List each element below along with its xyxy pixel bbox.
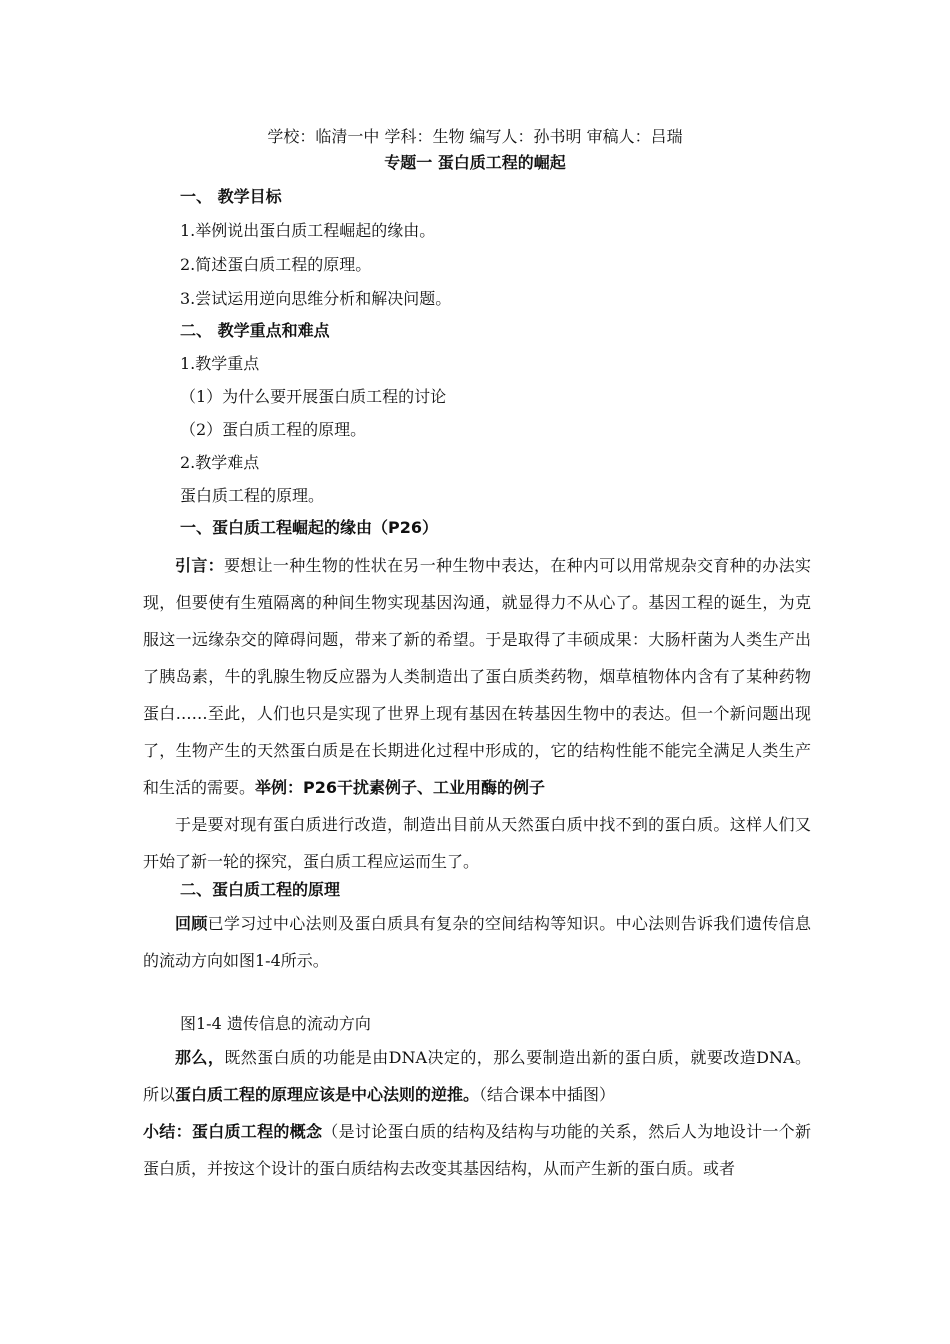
summary-text: （是讨论蛋白质的结构及结构与功能的关系，然后人为地设计一个新蛋白质，并按这个设计的蛋白质结构去改变其基因结构，从而产生新的蛋白质。或者 [143, 1122, 811, 1178]
principle-paragraph [143, 1039, 811, 1113]
section1-body [143, 547, 811, 880]
difficulty-label: 2.教学难点 [180, 453, 260, 472]
principle-block [143, 1039, 811, 1187]
keypoints-heading: 二、 教学重点和难点 [180, 321, 330, 340]
difficulty-text: 蛋白质工程的原理。 [180, 486, 325, 505]
goal-item-2: 2.简述蛋白质工程的原理。 [180, 255, 372, 274]
then-text: 既然蛋白质的功能是由DNA决定的，那么要制造出新的蛋白质，就要改造DNA。所以 [143, 1048, 811, 1104]
review-label: 回顾 [175, 914, 208, 933]
review-block [143, 905, 811, 979]
principle-bold: 蛋白质工程的原理应该是中心法则的逆推。 [175, 1085, 480, 1104]
intro-text: 要想让一种生物的性状在另一种生物中表达，在种内可以用常规杂交育种的办法实现，但要使有生殖隔离的种间生物实现基因沟通，就显得力不从心了。基因工程的诞生，为克服这一远缘杂交的障碍问题，带来了新的希望。于是取得了丰硕成果：大肠杆菌为人类生产出了胰岛素，牛的乳腺生物反应器为人类制造出了蛋白质类药物，烟草植物体内含有了某种药物蛋白……至此，人们也只是实现了世界上现有基因在转基因生物中的表达。但一个新问题出现了，生物产生的天然蛋白质是在长期进化过程中形成的，它的结构性能不能完全满足人类生产和生活的需要。 [143, 556, 811, 797]
goals-heading: 一、 教学目标 [180, 187, 282, 206]
section1-paragraph-2: 于是要对现有蛋白质进行改造，制造出目前从天然蛋白质中找不到的蛋白质。这样人们又开始了新一轮的探究，蛋白质工程应运而生了。 [143, 815, 811, 871]
header-info: 学校：临清一中 学科：生物 编写人：孙书明 审稿人：吕瑞 [267, 127, 683, 146]
focus-item-2: （2）蛋白质工程的原理。 [180, 420, 367, 439]
example-text: 举例：P26干扰素例子、工业用酶的例子 [255, 778, 546, 797]
goal-item-1: 1.举例说出蛋白质工程崛起的缘由。 [180, 221, 436, 240]
intro-label: 引言： [175, 556, 224, 575]
then-label: 那么， [175, 1048, 225, 1067]
goal-item-3: 3.尝试运用逆向思维分析和解决问题。 [180, 289, 452, 308]
review-paragraph [143, 905, 811, 979]
summary-paragraph [143, 1113, 811, 1187]
principle-note: （结合课本中插图） [479, 1085, 616, 1104]
focus-item-1: （1）为什么要开展蛋白质工程的讨论 [180, 387, 447, 406]
doc-title: 专题一 蛋白质工程的崛起 [384, 153, 566, 172]
focus-label: 1.教学重点 [180, 354, 260, 373]
review-text: 已学习过中心法则及蛋白质具有复杂的空间结构等知识。中心法则告诉我们遗传信息的流动方向如图1-4所示。 [143, 914, 811, 970]
section1-heading: 一、蛋白质工程崛起的缘由（P26） [180, 518, 438, 537]
section2-heading: 二、蛋白质工程的原理 [180, 880, 341, 899]
figure-caption: 图1-4 遗传信息的流动方向 [180, 1014, 371, 1033]
summary-label: 小结：蛋白质工程的概念 [143, 1122, 323, 1141]
intro-paragraph [143, 547, 811, 806]
